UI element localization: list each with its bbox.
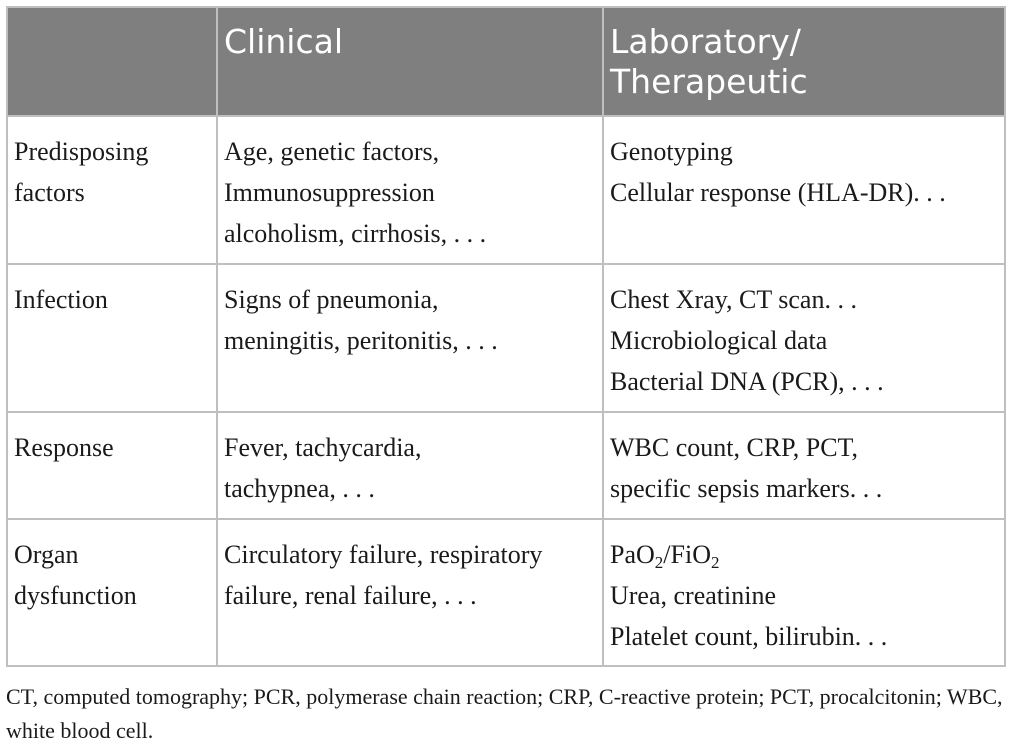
lab-cell: [603, 412, 1005, 519]
category-cell: [7, 116, 217, 264]
lab-cell: [603, 264, 1005, 412]
clinical-line: Fever, tachycardia,: [224, 433, 422, 462]
lab-line: Chest Xray, CT scan. . .: [610, 285, 857, 314]
lab-line: WBC count, CRP, PCT,: [610, 433, 859, 462]
clinical-line: Age, genetic factors,: [224, 137, 440, 166]
lab-line: specific sepsis markers. . .: [610, 474, 883, 503]
category-predisposing: Predisposing factors: [14, 137, 149, 207]
lab-line: Bacterial DNA (PCR), . . .: [610, 367, 884, 396]
table-header-row: [7, 7, 1005, 116]
subscript-2: 2: [710, 553, 720, 572]
fio-text: /FiO: [663, 540, 711, 569]
lab-line-pao2-fio2: [610, 534, 1004, 575]
category-cell: Infection: [7, 264, 217, 412]
lab-cell: [603, 116, 1005, 264]
category-cell: [7, 519, 217, 666]
lab-cell: [603, 519, 1005, 666]
clinical-line: Circulatory failure, respiratory: [224, 540, 543, 569]
header-empty: [7, 7, 217, 116]
header-laboratory-text: Laboratory/ Therapeutic: [610, 22, 808, 101]
table-row: [7, 519, 1005, 666]
data-table: [6, 6, 1006, 667]
subscript-2: 2: [654, 553, 664, 572]
table-row: [7, 264, 1005, 412]
category-cell: Response: [7, 412, 217, 519]
pao-text: PaO: [610, 540, 655, 569]
clinical-cell: [217, 519, 603, 666]
lab-line: Microbiological data: [610, 326, 828, 355]
clinical-line: Immunosuppression: [224, 178, 435, 207]
header-laboratory: [603, 7, 1005, 116]
clinical-cell: [217, 264, 603, 412]
table-row: [7, 412, 1005, 519]
lab-line: Urea, creatinine: [610, 581, 777, 610]
clinical-line: Signs of pneumonia,: [224, 285, 439, 314]
clinical-cell: [217, 116, 603, 264]
lab-line: Genotyping: [610, 137, 733, 166]
clinical-cell: [217, 412, 603, 519]
lab-line: Cellular response (HLA-DR). . .: [610, 178, 946, 207]
table-row: [7, 116, 1005, 264]
category-organ: Organ dysfunction: [14, 540, 137, 610]
clinical-line: tachypnea, . . .: [224, 474, 375, 503]
clinical-line: meningitis, peritonitis, . . .: [224, 326, 498, 355]
table-footnote: CT, computed tomography; PCR, polymerase chain reaction; CRP, C-reactive protein; PCT, procalcitonin; WBC, white blood cell.: [6, 684, 1003, 743]
lab-line: Platelet count, bilirubin. . .: [610, 622, 888, 651]
clinical-line: failure, renal failure, . . .: [224, 581, 477, 610]
header-clinical: Clinical: [217, 7, 603, 116]
clinical-line: alcoholism, cirrhosis, . . .: [224, 219, 487, 248]
